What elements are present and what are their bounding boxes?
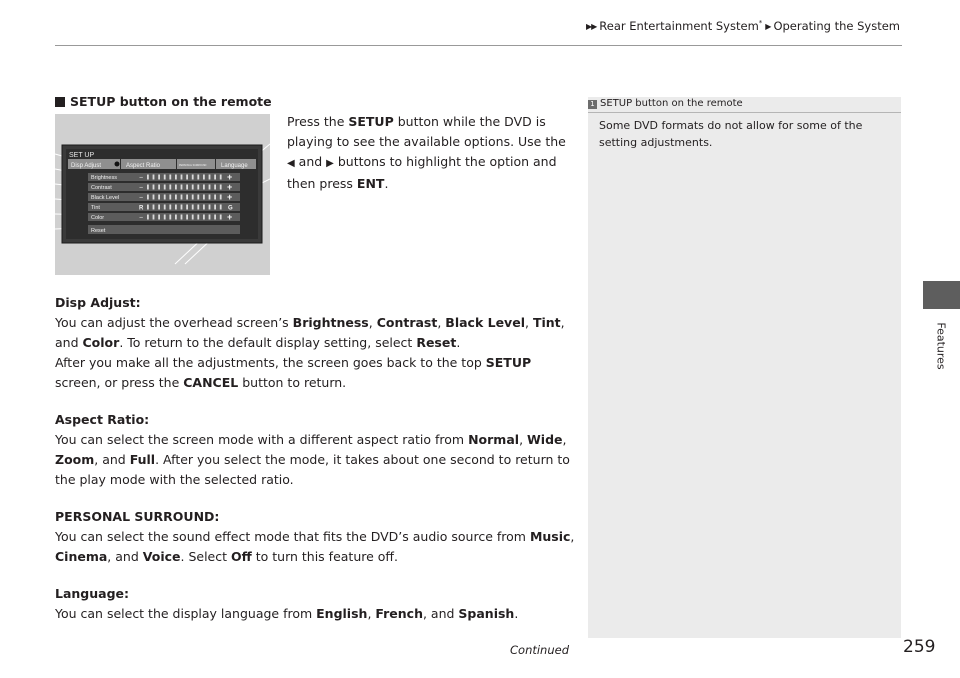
slider-tick xyxy=(147,215,149,220)
note-body: Some DVD formats do not allow for some of the setting adjustments. xyxy=(599,119,863,149)
row-contrast-minus: − xyxy=(139,184,144,192)
body-text xyxy=(55,293,575,624)
slider-tick xyxy=(164,215,166,220)
slider-tick xyxy=(220,175,222,180)
slider-tick xyxy=(147,205,149,210)
slider-tick xyxy=(158,185,160,190)
chapter-tab xyxy=(923,281,960,309)
optional-feature-mark: * xyxy=(758,19,763,28)
slider-tick xyxy=(175,185,177,190)
slider-tick xyxy=(181,175,183,180)
slider-tick xyxy=(214,185,216,190)
slider-tick xyxy=(197,175,199,180)
sidebar-note xyxy=(588,97,901,638)
slider-tick xyxy=(220,205,222,210)
slider-tick xyxy=(169,175,171,180)
slider-tick xyxy=(169,205,171,210)
slider-tick xyxy=(175,195,177,200)
note-title: 1 SETUP button on the remote xyxy=(588,97,901,113)
slider-tick xyxy=(209,185,211,190)
slider-tick xyxy=(197,195,199,200)
page-number: 259 xyxy=(903,637,936,657)
chapter-label: Features xyxy=(934,322,948,370)
slider-tick xyxy=(197,215,199,220)
breadcrumb-page: Operating the System xyxy=(773,19,900,33)
slider-tick xyxy=(203,195,205,200)
slider-tick xyxy=(214,215,216,220)
setup-screen-illustration xyxy=(55,114,270,275)
slider-tick xyxy=(214,195,216,200)
slider-tick xyxy=(203,205,205,210)
slider-tick xyxy=(169,185,171,190)
slider-tick xyxy=(214,205,216,210)
slider-tick xyxy=(147,195,149,200)
double-arrow-icon: ▶▶ xyxy=(585,22,597,31)
row-black-level-minus: − xyxy=(139,194,144,202)
language-heading: Language: xyxy=(55,586,130,601)
row-brightness-label: Brightness xyxy=(91,175,117,181)
tab-disp-adjust: Disp Adjust xyxy=(71,163,102,169)
slider-tick xyxy=(209,175,211,180)
slider-tick xyxy=(164,185,166,190)
disp-adjust-paragraph: You can adjust the overhead screen’s Brightness, Contrast, Black Level, Tint, and Color. To return to the default display setting, select Reset. xyxy=(55,315,565,350)
slider-tick xyxy=(153,205,155,210)
slider-tick xyxy=(209,215,211,220)
header-divider xyxy=(55,45,902,46)
note-marker-icon: 1 xyxy=(588,100,597,109)
slider-tick xyxy=(181,205,183,210)
slider-tick xyxy=(147,185,149,190)
slider-tick xyxy=(158,205,160,210)
slider-tick xyxy=(186,175,188,180)
slider-tick xyxy=(175,205,177,210)
slider-tick xyxy=(197,185,199,190)
disp-adjust-return-paragraph: After you make all the adjustments, the screen goes back to the top SETUP screen, or press the CANCEL button to return. xyxy=(55,355,532,390)
slider-tick xyxy=(203,215,205,220)
row-contrast-plus: + xyxy=(227,182,233,192)
slider-tick xyxy=(164,195,166,200)
slider-tick xyxy=(147,175,149,180)
slider-tick xyxy=(209,195,211,200)
right-arrow-icon: ▶ xyxy=(326,158,334,169)
row-color-plus: + xyxy=(227,212,233,222)
row-color-label: Color xyxy=(91,215,105,221)
slider-tick xyxy=(153,195,155,200)
setup-screen-svg xyxy=(55,114,270,275)
slider-tick xyxy=(192,175,194,180)
slider-tick xyxy=(169,215,171,220)
slider-tick xyxy=(175,215,177,220)
slider-tick xyxy=(175,175,177,180)
slider-tick xyxy=(158,175,160,180)
slider-tick xyxy=(192,195,194,200)
tab-aspect-ratio: Aspect Ratio xyxy=(126,163,161,169)
slider-tick xyxy=(186,195,188,200)
intro-paragraph: Press the SETUP button while the DVD is playing to see the available options. Use the ◀ and ▶ buttons to highlight the option and then press ENT. xyxy=(287,114,566,191)
left-arrow-icon: ◀ xyxy=(287,158,295,169)
breadcrumb xyxy=(400,19,900,33)
slider-tick xyxy=(220,215,222,220)
row-reset-label: Reset xyxy=(91,228,106,234)
slider-tick xyxy=(169,195,171,200)
slider-tick xyxy=(220,185,222,190)
slider-tick xyxy=(192,205,194,210)
continued-label: Continued xyxy=(510,643,570,657)
personal-surround-heading: PERSONAL SURROUND: xyxy=(55,509,220,524)
slider-tick xyxy=(158,195,160,200)
row-contrast-label: Contrast xyxy=(91,185,112,191)
slider-tick xyxy=(214,175,216,180)
slider-tick xyxy=(181,215,183,220)
slider-tick xyxy=(220,195,222,200)
row-tint-label: Tint xyxy=(91,205,100,211)
tab-language: Language xyxy=(221,163,248,169)
arrow-icon: ▶ xyxy=(765,22,771,31)
slider-tick xyxy=(197,205,199,210)
aspect-ratio-paragraph: You can select the screen mode with a different aspect ratio from Normal, Wide, Zoom, and Full. After you select the mode, it takes about one second to return to the play mode with the selected ratio. xyxy=(55,432,570,487)
row-black-level-label: Black Level xyxy=(91,195,120,201)
slider-tick xyxy=(181,185,183,190)
slider-tick xyxy=(186,215,188,220)
slider-tick xyxy=(158,215,160,220)
slider-tick xyxy=(192,185,194,190)
aspect-ratio-heading: Aspect Ratio: xyxy=(55,412,150,427)
breadcrumb-section: Rear Entertainment System xyxy=(599,19,759,33)
slider-tick xyxy=(209,205,211,210)
personal-surround-paragraph: You can select the sound effect mode that fits the DVD’s audio source from Music, Cinema, and Voice. Select Off to turn this feature off. xyxy=(55,529,575,564)
slider-tick xyxy=(153,175,155,180)
slider-tick xyxy=(153,185,155,190)
row-black-level-plus: + xyxy=(227,192,233,202)
slider-tick xyxy=(186,185,188,190)
slider-tick xyxy=(203,175,205,180)
square-bullet-icon xyxy=(55,97,65,107)
row-tint-g: G xyxy=(228,205,233,212)
slider-tick xyxy=(153,215,155,220)
slider-tick xyxy=(164,175,166,180)
slider-tick xyxy=(181,195,183,200)
screen-title: SET UP xyxy=(69,152,95,159)
language-paragraph: You can select the display language from English, French, and Spanish. xyxy=(55,606,519,621)
row-brightness-minus: − xyxy=(139,174,144,182)
slider-tick xyxy=(192,215,194,220)
disp-adjust-heading: Disp Adjust: xyxy=(55,295,141,310)
row-tint-r: R xyxy=(139,205,144,212)
slider-tick xyxy=(203,185,205,190)
row-color-minus: − xyxy=(139,214,144,222)
slider-tick xyxy=(164,205,166,210)
tab-personal-surround: PERSONAL SURROUND xyxy=(179,164,207,167)
section-heading: SETUP button on the remote xyxy=(55,94,272,109)
row-brightness-plus: + xyxy=(227,172,233,182)
slider-tick xyxy=(186,205,188,210)
